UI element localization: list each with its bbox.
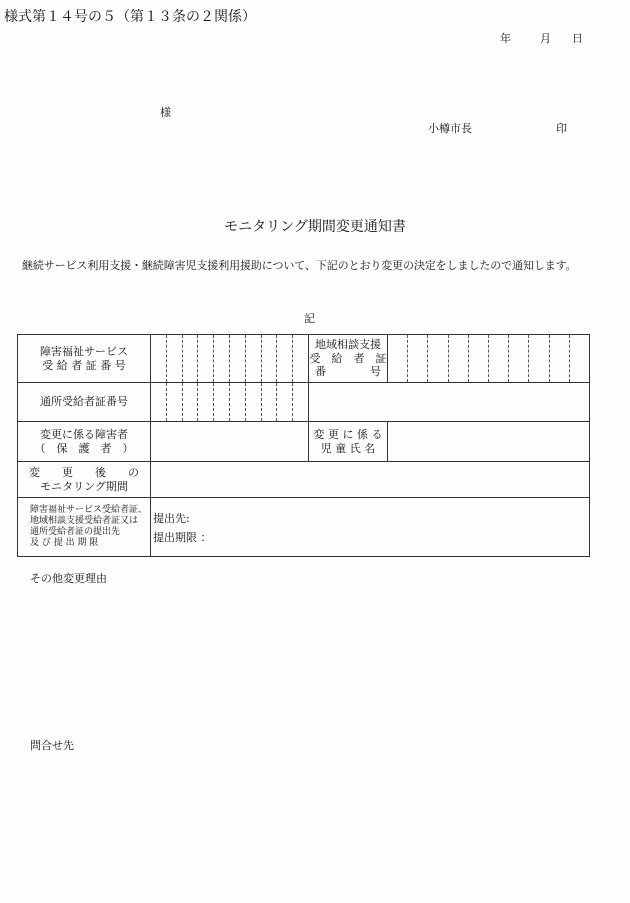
date-month: 月 [540,32,551,45]
monitoring-period-field[interactable] [151,462,590,498]
digit-boxes [388,335,589,382]
monitoring-period-label [18,462,151,498]
person-changed-field[interactable] [151,422,309,462]
label-line: 番 号 [315,365,381,379]
digit-boxes [151,335,308,382]
table-row [18,462,590,498]
label-line: （ 保 護 者 ） [34,441,134,455]
form-id: 様式第１４号の５（第１３条の２関係） [4,9,256,25]
label-line: 変更に係る障害者 [40,427,128,441]
label-line: 障害福祉サービス [40,344,128,358]
person-changed-label [18,422,151,462]
document-title: モニタリング期間変更通知書 [224,219,406,235]
label-line: モニタリング期間 [40,479,128,493]
ki-heading: 記 [304,312,315,325]
table-row [18,498,590,557]
table-row [18,335,590,383]
label-line: 障害福祉サービス受給者証、 [30,505,148,516]
contact-label: 問合せ先 [30,739,74,752]
label-line: 及 び 提 出 期 限 [30,537,99,548]
digit-boxes [151,383,308,421]
date-day: 日 [572,32,583,45]
service-cert-number-label [18,335,151,383]
submission-label [18,498,151,557]
community-consult-cert-number-label [309,335,388,383]
label-line: 児 童 氏 名 [320,441,376,455]
addressee-suffix: 様 [160,106,171,119]
label-line: 地域相談支援 [315,337,381,351]
details-table [17,334,590,557]
submission-deadline: 提出期限 ： [153,530,212,544]
table-row [18,422,590,462]
label-line: 変 更 後 の [29,465,139,479]
blank-cell [309,383,590,422]
day-service-cert-number-field[interactable] [151,383,309,422]
seal-mark: 印 [556,122,567,135]
label-line: 受 給 者 証 [309,351,387,365]
label-line: 変 更 に 係 る [313,427,383,441]
label-line: 受 給 者 証 番 号 [42,358,126,372]
day-service-cert-number-label: 通所受給者証番号 [18,383,151,422]
community-consult-cert-number-field[interactable] [388,335,590,383]
other-reason-label: その他変更理由 [30,572,107,585]
issuer: 小樽市長 [428,122,472,135]
notice-body-text: 継続サービス利用支援・継続障害児支援利用援助について、下記のとおり変更の決定をしましたので通知します。 [22,259,577,272]
service-cert-number-field[interactable] [151,335,309,383]
submission-field[interactable] [151,498,590,557]
label-line: 通所受給者証の提出先 [30,527,121,537]
date-year: 年 [500,32,511,45]
label-line: 地域相談支援受給者証又は [30,516,139,527]
table-row [18,383,590,422]
submission-destination: 提出先: [153,511,190,525]
child-name-label [309,422,388,462]
child-name-field[interactable] [388,422,590,462]
